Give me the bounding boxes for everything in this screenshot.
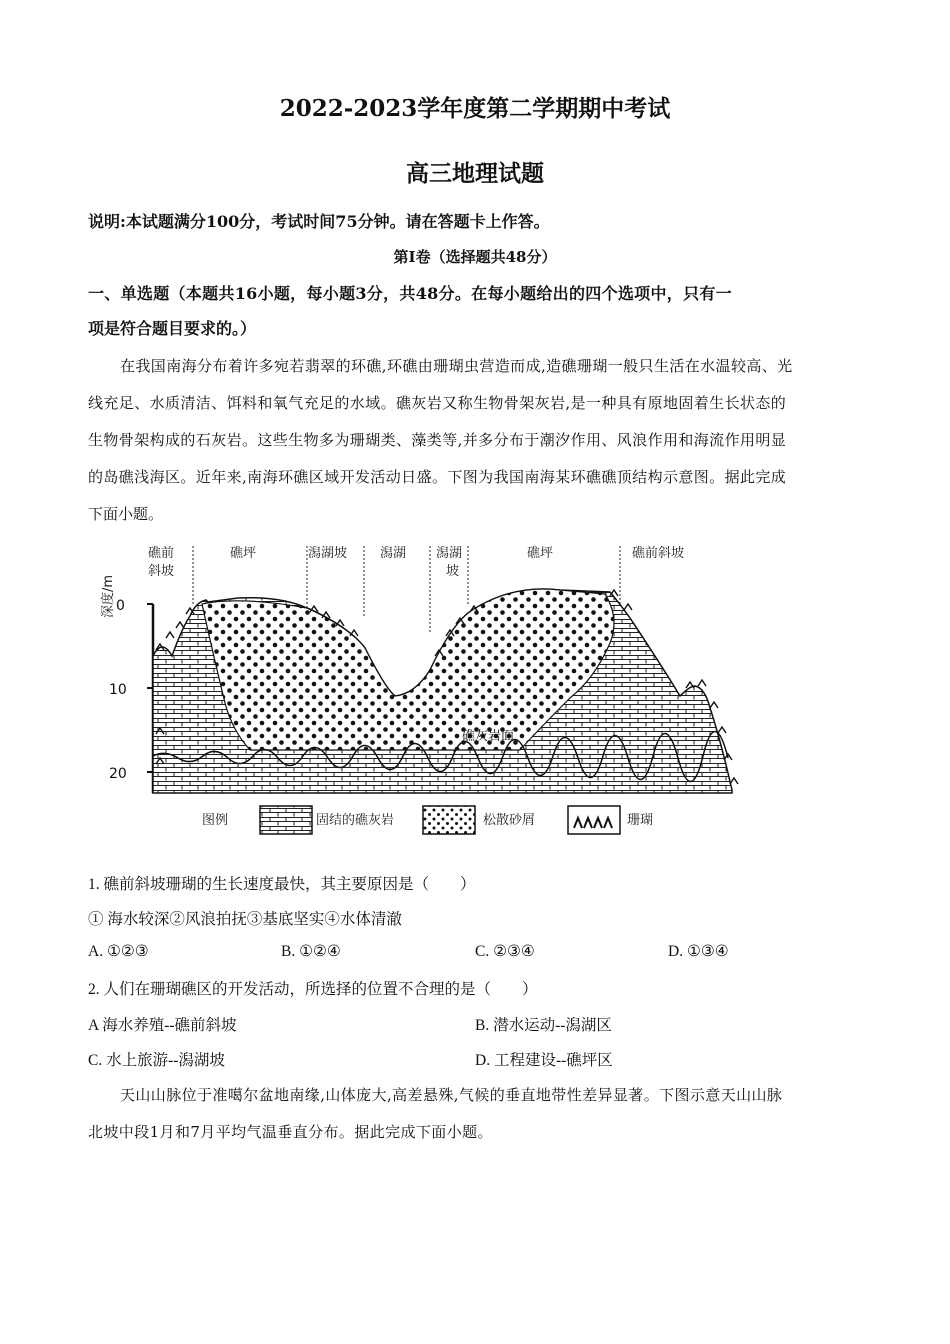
y-tick-label: 0 [116,598,125,614]
reef-limestone-surface-label: 礁灰岩面 [462,729,515,744]
passage1-line: 生物骨架构成的石灰岩。这些生物多为珊瑚类、藻类等,并多分布于潮汐作用、风浪作用和海流作用明显 [88,431,787,449]
section-heading-line1: 一、单选题（本题共16小题，每小题3分，共48分。在每小题给出的四个选项中，只有一 [88,284,732,303]
question-2-option-a[interactable]: A 海水养殖--礁前斜坡 [88,1017,237,1034]
zone-label: 礁坪 [230,546,257,561]
passage1-line: 的岛礁浅海区。近年来,南海环礁区域开发活动日盛。下图为我国南海某环礁礁顶结构示意图。据此完成 [88,468,787,486]
zone-label: 潟湖 [380,546,407,561]
question-1-option-b[interactable]: B. ①②④ [281,943,341,960]
passage2-line: 天山山脉位于准噶尔盆地南缘,山体庞大,高差悬殊,气候的垂直地带性差异显著。下图示意天山山脉 [120,1086,783,1104]
legend-label: 固结的礁灰岩 [316,813,395,828]
question-1-stem: 1. 礁前斜坡珊瑚的生长速度最快，其主要原因是（ ） [88,876,476,893]
passage2-line: 北坡中段1月和7月平均气温垂直分布。据此完成下面小题。 [88,1123,493,1141]
zone-label: 斜坡 [148,564,175,579]
legend-swatch-coral [568,806,620,834]
question-1-statements: ① 海水较深②风浪拍抚③基底坚实④水体清澈 [88,911,402,928]
question-1-option-c[interactable]: C. ②③④ [475,943,535,960]
legend-label: 松散砂屑 [483,813,536,828]
zone-label: 坡 [446,564,460,579]
y-tick-label: 10 [109,682,127,698]
zone-label: 潟湖坡 [308,546,348,561]
section-heading-line2: 项是符合题目要求的。） [88,319,257,338]
volume-heading: 第Ⅰ卷（选择题共48分） [393,248,557,266]
zone-label: 礁前 [148,546,175,561]
exam-subtitle: 高三地理试题 [406,160,544,187]
legend-title: 图例 [202,813,229,828]
y-axis-label: 深度/m [101,574,116,618]
question-1-option-a[interactable]: A. ①②③ [88,943,149,960]
passage1-line: 下面小题。 [88,505,164,523]
atoll-cross-section-figure [90,538,770,848]
legend-swatch-sand [423,806,475,834]
exam-note: 说明:本试题满分100分，考试时间75分钟。请在答题卡上作答。 [88,212,550,231]
zone-label: 礁前斜坡 [632,546,685,561]
passage1-line: 在我国南海分布着许多宛若翡翠的环礁,环礁由珊瑚虫营造而成,造礁珊瑚一般只生活在水温较高、光 [120,357,793,375]
question-1-option-d[interactable]: D. ①③④ [668,943,729,960]
question-2-option-d[interactable]: D. 工程建设--礁坪区 [475,1052,613,1069]
zone-label: 潟湖 [436,546,463,561]
legend-swatch-limestone [260,806,312,834]
zone-label: 礁坪 [527,546,554,561]
question-2-option-c[interactable]: C. 水上旅游--潟湖坡 [88,1052,225,1069]
question-2-option-b[interactable]: B. 潜水运动--潟湖区 [475,1017,612,1034]
exam-title: 2022-2023学年度第二学期期中考试 [279,95,671,122]
passage1-line: 线充足、水质清洁、饵料和氧气充足的水域。礁灰岩又称生物骨架灰岩,是一种具有原地固着生长状态的 [88,394,787,412]
y-tick-label: 20 [109,766,127,782]
legend-label: 珊瑚 [627,813,654,828]
question-2-stem: 2. 人们在珊瑚礁区的开发活动，所选择的位置不合理的是（ ） [88,981,538,998]
